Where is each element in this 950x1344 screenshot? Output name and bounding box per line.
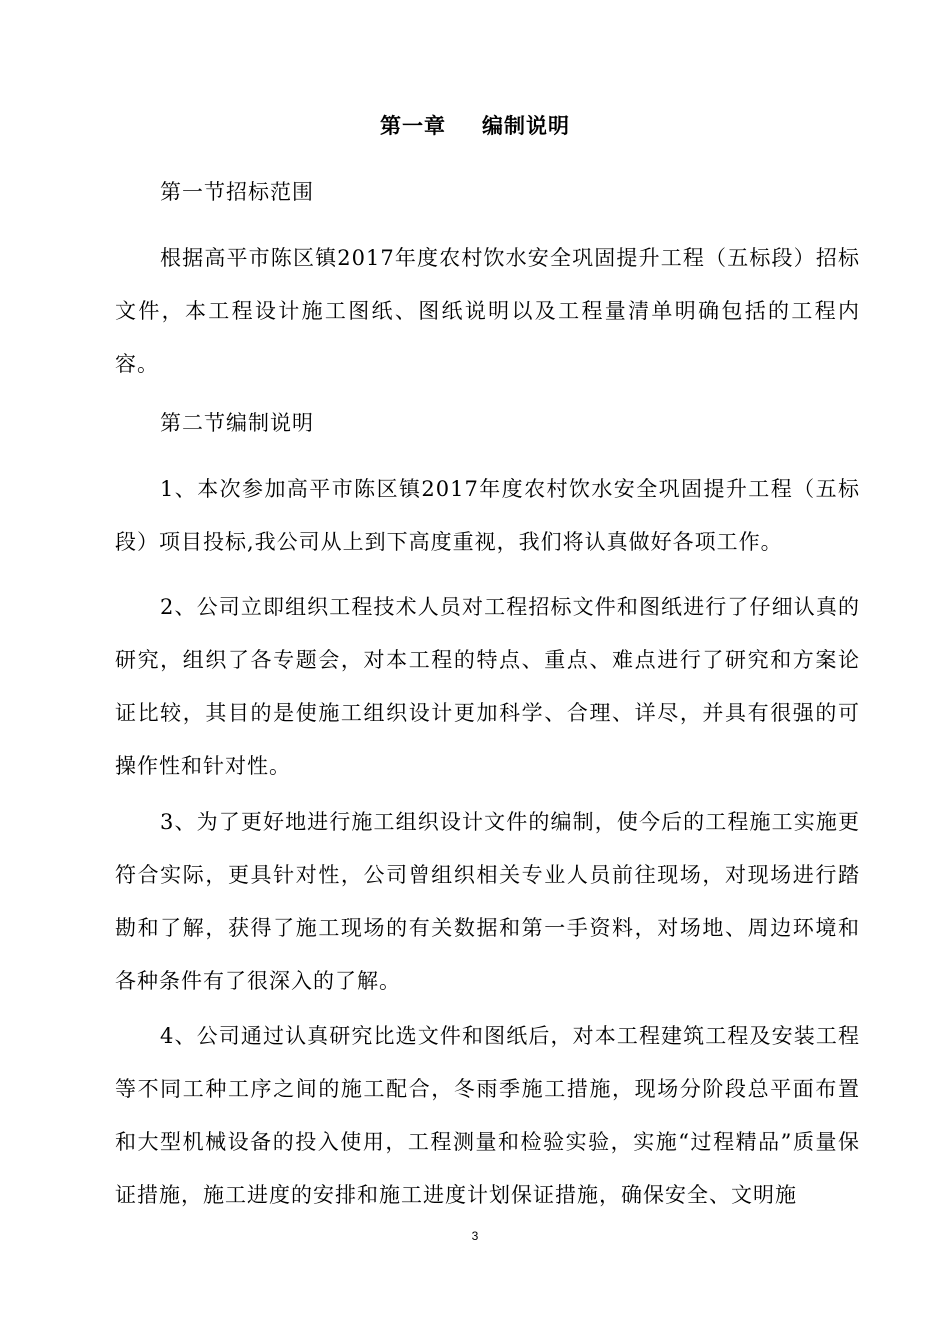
paragraph-item-1: 1、本次参加高平市陈区镇2017年度农村饮水安全巩固提升工程（五标段）项目投标,我公司从上到下高度重视，我们将认真做好各项工作。 [115,477,860,554]
paragraph-item-2: 2、公司立即组织工程技术人员对工程招标文件和图纸进行了仔细认真的研究，组织了各专题会，对本工程的特点、重点、难点进行了研究和方案论证比较，其目的是使施工组织设计更加科学、合理、详尽，并具有很强的可操作性和针对性。 [115,595,860,778]
page-number: 3 [471,1229,479,1243]
chapter-name: 编制说明 [482,114,570,138]
chapter-number: 第一章 [380,114,446,138]
paragraph-item-3: 3、为了更好地进行施工组织设计文件的编制，使今后的工程施工实施更符合实际，更具针对性，公司曾组织相关专业人员前往现场，对现场进行踏勘和了解，获得了施工现场的有关数据和第一手资料，对场地、周边环境和各种条件有了很深入的了解。 [115,810,860,993]
chapter-title [0,112,950,140]
paragraph-scope: 根据高平市陈区镇2017年度农村饮水安全巩固提升工程（五标段）招标文件，本工程设计施工图纸、图纸说明以及工程量清单明确包括的工程内容。 [115,246,860,376]
section-heading-scope: 第一节招标范围 [160,180,314,204]
paragraph-item-4: 4、公司通过认真研究比选文件和图纸后，对本工程建筑工程及安装工程等不同工种工序之间的施工配合，冬雨季施工措施，现场分阶段总平面布置和大型机械设备的投入使用，工程测量和检验实验，实施“过程精品”质量保证措施，施工进度的安排和施工进度计划保证措施，确保安全、文明施 [115,1024,860,1207]
section-heading-notes: 第二节编制说明 [160,411,314,435]
